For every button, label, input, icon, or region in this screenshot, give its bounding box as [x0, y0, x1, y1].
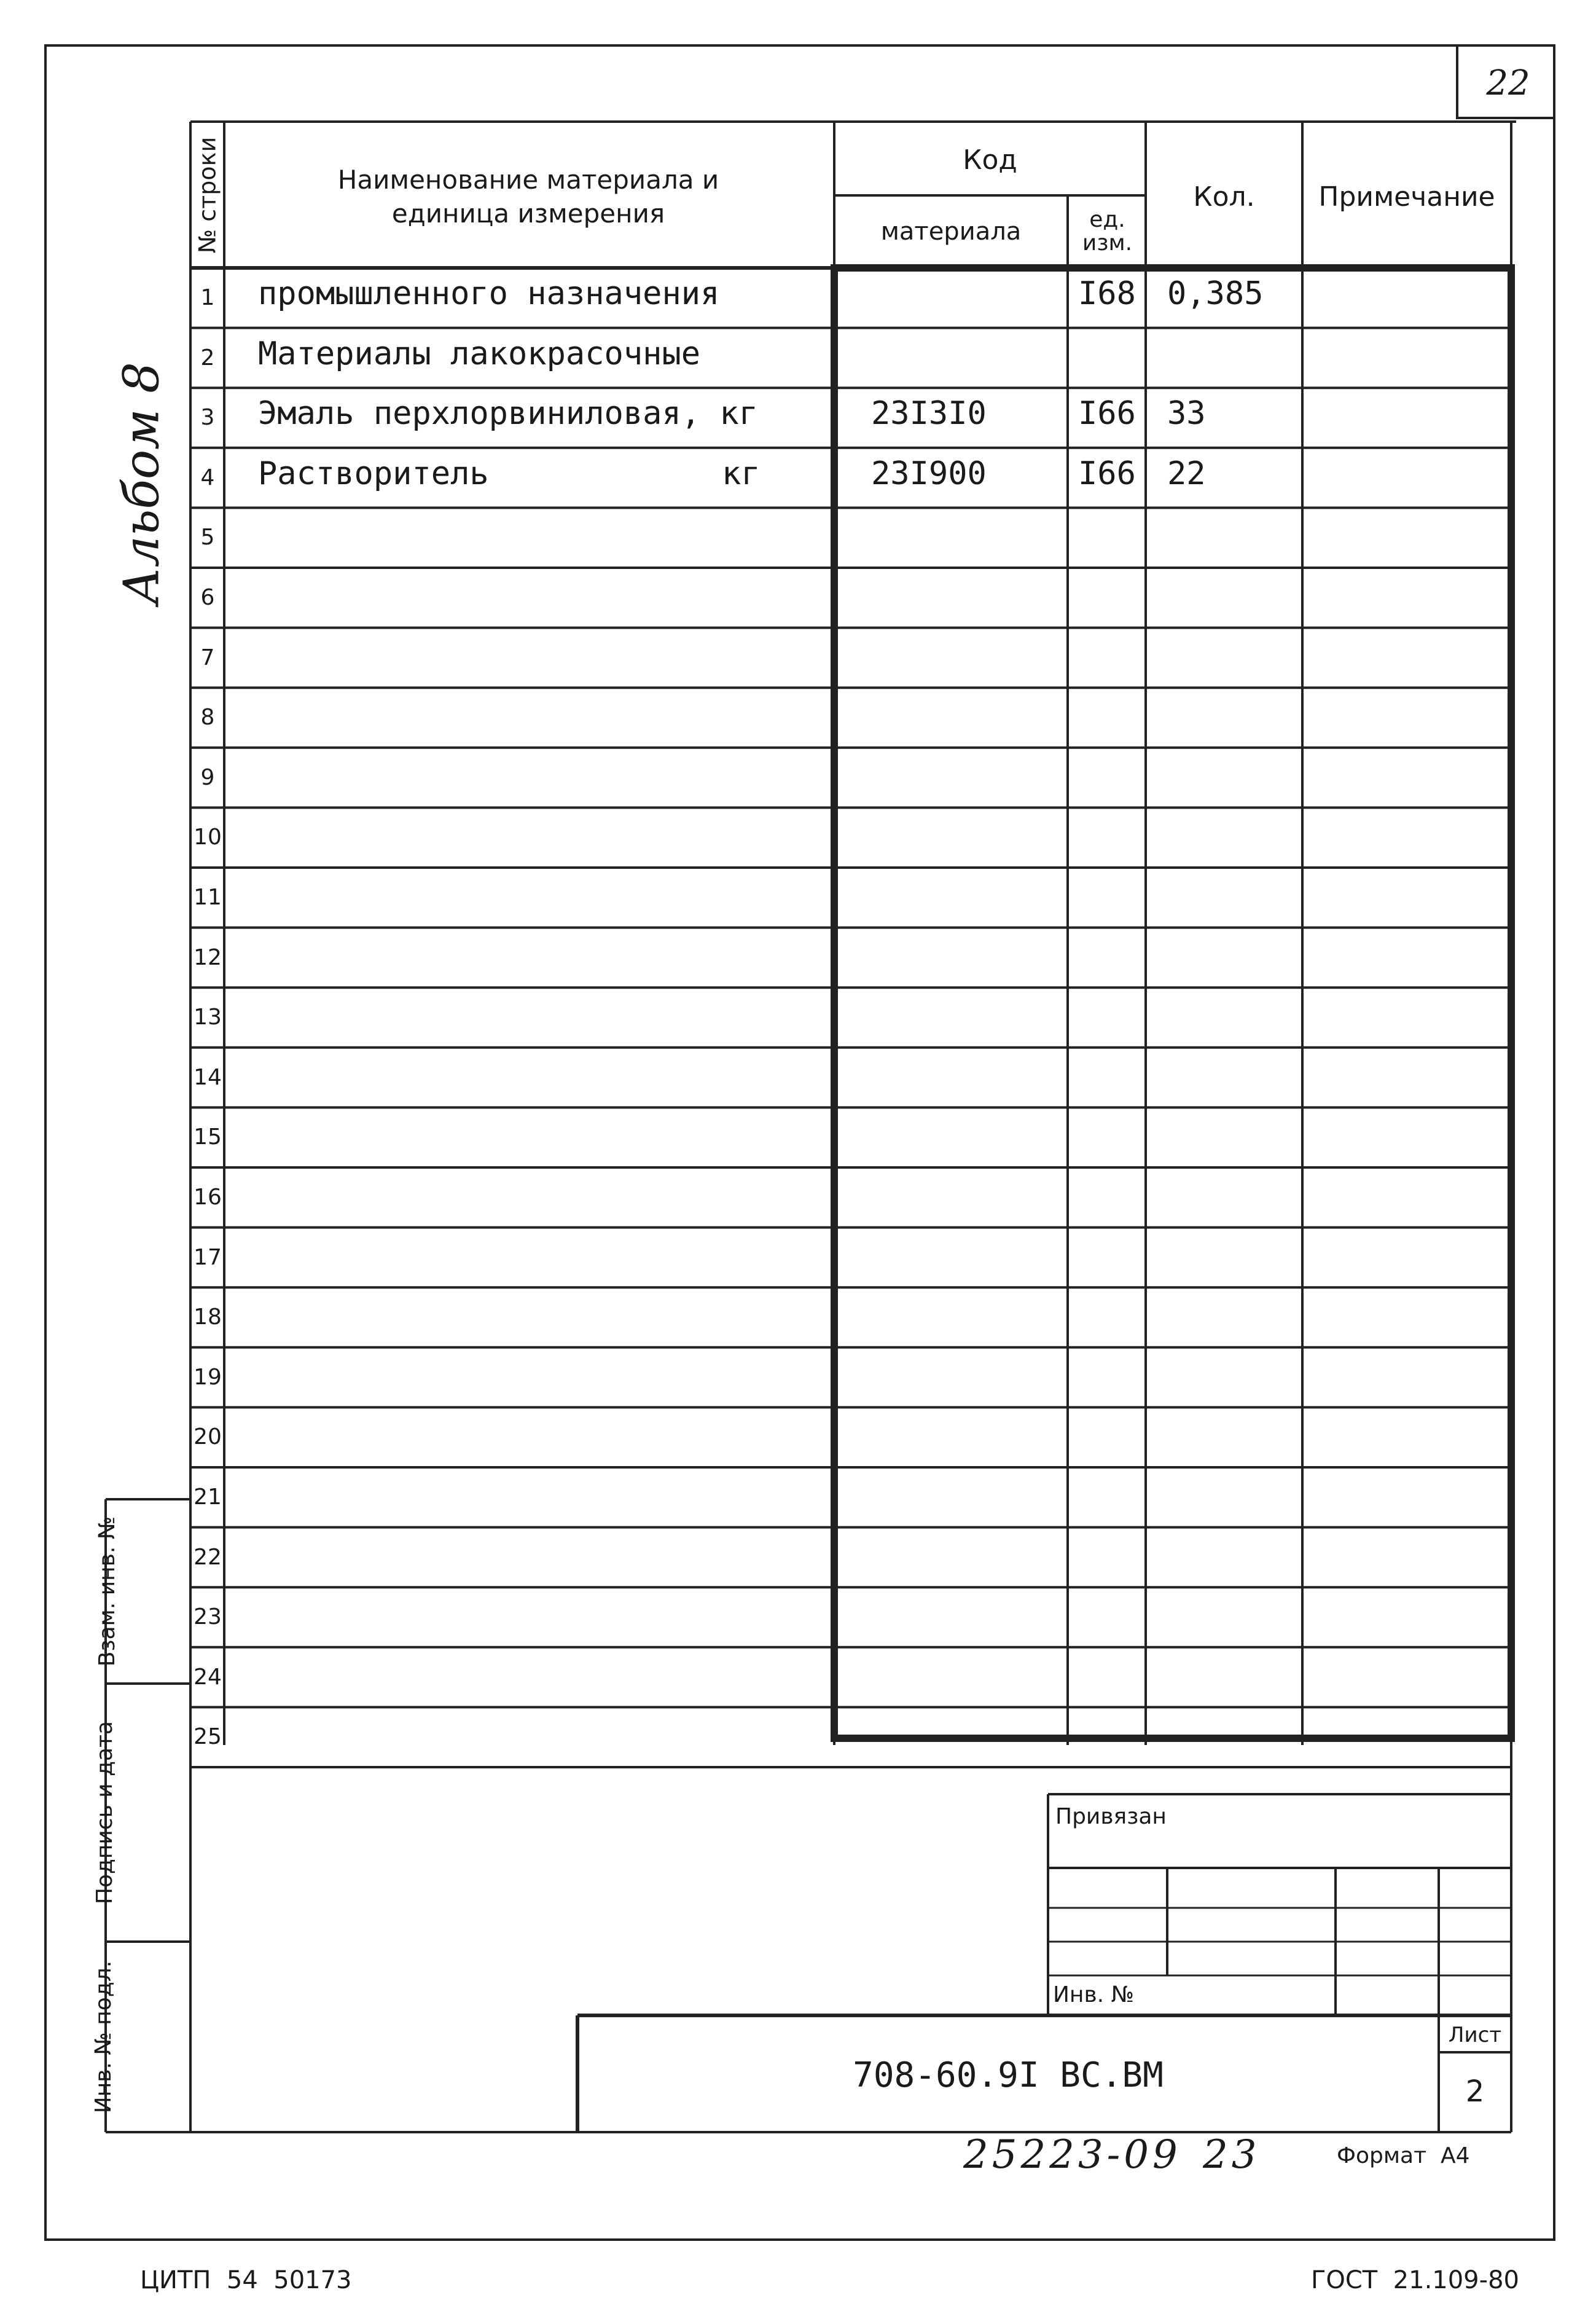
row-number: 4: [200, 465, 215, 490]
stamp-inv-podl: Инв. № подл.: [90, 1960, 116, 2114]
row-number: 23: [194, 1604, 222, 1630]
row-number: 3: [200, 405, 215, 431]
row-unit-cell: I68: [1078, 275, 1136, 312]
row-number: 20: [194, 1424, 222, 1450]
row-code-cell: 23I900: [871, 455, 987, 492]
row-number: 11: [194, 885, 222, 910]
inv-no-label: Инв. №: [1053, 1982, 1135, 2007]
row-number: 22: [194, 1544, 222, 1570]
row-number: 5: [200, 525, 215, 551]
header-name: Наименование материала и единица измерения: [337, 165, 719, 229]
row-name-cell: промышленного назначения: [258, 275, 720, 312]
row-number: 24: [194, 1664, 222, 1690]
handwritten-page: 23: [1203, 2132, 1261, 2178]
row-number: 17: [194, 1244, 222, 1270]
row-number: 21: [194, 1485, 222, 1510]
row-number: 25: [194, 1724, 222, 1750]
row-number: 16: [194, 1185, 222, 1210]
handwritten-number: 25223-09: [963, 2132, 1181, 2178]
header-row-no: № строки: [194, 136, 221, 254]
row-number: 10: [194, 825, 222, 850]
row-number: 19: [194, 1364, 222, 1390]
header-code-unit: ед. изм.: [1082, 207, 1133, 256]
row-number: 8: [200, 705, 215, 731]
corner-sheet-number: 22: [1486, 63, 1530, 103]
header-note: Примечание: [1318, 181, 1495, 213]
row-name-cell: Эмаль перхлорвиниловая, кг: [258, 395, 758, 433]
footer-left: ЦИТП 54 50173: [140, 2266, 352, 2294]
album-note: Альбом 8: [112, 362, 170, 605]
row-unit-cell: I66: [1078, 455, 1136, 492]
footer-right: ГОСТ 21.109-80: [1311, 2266, 1519, 2294]
row-code-cell: 23I3I0: [871, 395, 987, 433]
drawing-designation: 708-60.9I ВС.ВМ: [853, 2055, 1164, 2095]
privyazan-label: Привязан: [1055, 1804, 1167, 1829]
row-qty-cell: 22: [1167, 455, 1206, 492]
row-name-unit-cell: кг: [722, 455, 761, 492]
row-qty-cell: 33: [1167, 395, 1206, 433]
row-qty-cell: 0,385: [1167, 275, 1264, 312]
row-name-cell: Материалы лакокрасочные: [258, 335, 701, 372]
sheet-label: Лист: [1448, 2023, 1502, 2047]
row-number: 12: [194, 944, 222, 970]
row-number: 14: [194, 1064, 222, 1090]
row-number: 18: [194, 1304, 222, 1330]
header-code: Код: [963, 144, 1017, 176]
row-number: 1: [200, 285, 215, 310]
stamp-inv-vzam: Взам. инв. №: [94, 1516, 120, 1667]
sheet-number: 2: [1465, 2074, 1485, 2109]
row-unit-cell: I66: [1078, 395, 1136, 433]
header-qty: Кол.: [1193, 181, 1255, 213]
row-number: 2: [200, 345, 215, 371]
row-number: 13: [194, 1005, 222, 1030]
row-name-cell: Растворитель: [258, 455, 489, 492]
row-number: 6: [200, 585, 215, 610]
row-number: 15: [194, 1124, 222, 1150]
header-code-material: материала: [880, 218, 1022, 246]
row-number: 7: [200, 645, 215, 670]
format-label: Формат А4: [1337, 2143, 1470, 2168]
stamp-signature-date: Подпись и дата: [92, 1720, 117, 1905]
row-number: 9: [200, 764, 215, 790]
